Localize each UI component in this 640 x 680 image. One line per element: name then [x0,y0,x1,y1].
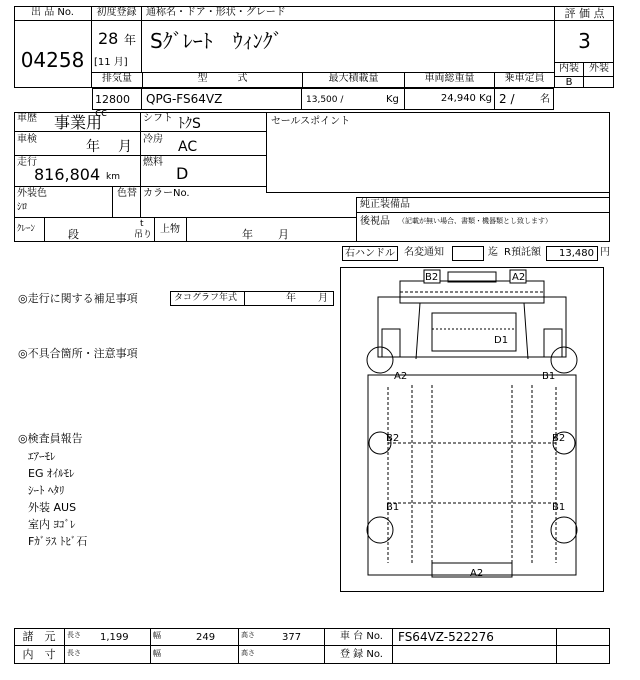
chassis-label: 車 台 No. [340,631,383,642]
interior-label: 内装 [554,63,584,77]
inner-dims-label: 内 寸 [22,648,56,661]
inner-length-label: 長さ [67,649,81,657]
crane-row-top [14,217,356,218]
tacho-month: 月 [318,293,328,304]
chassis-value: FS64VZ-522276 [398,630,494,644]
report-line: ｼｰﾄ ﾍﾀﾘ [28,484,65,497]
tacho-label: タコグラフ年式 [174,293,238,303]
max-load-value: 13,500 / [306,95,344,105]
max-load-label: 最大積載量 [302,73,404,88]
footer-div-6 [556,628,557,664]
model-value: QPG-FS64VZ [142,88,302,110]
grade-text: Sｸﾞﾚｰﾄ ｳｨﾝｸﾞ [150,29,283,53]
lot-label: 出 品 No. [14,6,92,21]
fuel-label: 燃料 [143,157,163,168]
eval-label: 評 価 点 [554,6,614,21]
ac-label: 冷房 [143,134,163,145]
aftermarket-note: （記載が無い場合、書類・機器類とし致します） [398,217,552,225]
mileage-label: 走行 [17,157,37,168]
exterior-label: 外装 [584,63,614,77]
sales-divider [266,112,267,192]
inspection-year: 年 [86,139,100,155]
mark-left-front: A2 [394,371,408,382]
width-label: 幅 [153,631,161,640]
crane-divider [44,217,45,242]
dims-label: 諸 元 [22,630,56,643]
handle-box: 右ハンドル [342,246,398,261]
max-load-unit: Kg [386,94,399,105]
name-change-label: 名変通知 [404,247,444,258]
gross-weight-value: 24,940 Kg [404,88,494,110]
capacity-value: 2 / [494,88,554,110]
length-label: 長さ [67,631,81,639]
boarded-month: 月 [278,228,289,241]
report-line: Fｶﾞﾗｽ ﾄﾋﾞ石 [28,535,88,548]
color-code-label: カラーNo. [143,188,190,199]
name-label: 通称名・ドア・形状・グレード [142,6,554,21]
recycle-unit: 円 [600,247,610,258]
r-until-label: 迄 [488,247,498,258]
mark-left-mid: B2 [386,433,400,444]
inspection-label: 車検 [17,134,37,145]
equip-top [356,197,610,198]
history-value: 事業用 [54,113,103,132]
ext-color-value: ｼﾛ [17,202,27,213]
report-line: ｴｱｰﾓﾚ [28,450,56,463]
mark-bottom: A2 [470,568,484,579]
displacement-value: 12800 cc [92,88,142,110]
reg-year-unit: 年 [124,33,137,47]
fuel-value: D [176,164,189,183]
aftermarket-label: 後視品 [360,216,390,227]
reg-month: [11 月] [94,57,128,68]
truck-diagram [340,267,604,592]
mark-right-rear: B1 [552,502,566,513]
footer-div-5 [392,628,393,664]
inspection-month: 月 [118,139,132,155]
capacity-label: 乗車定員 [494,73,554,88]
reg-divider [92,21,142,72]
height-label: 高さ [241,631,255,639]
exterior-score [584,77,614,88]
capacity-unit: 名 [540,94,550,105]
recycle-value: 13,480 [546,246,598,261]
footer-div-2 [150,628,151,664]
boarded-divider [186,217,187,242]
length-value: 1,199 [100,632,129,643]
inspector-heading: ◎検査員報告 [18,432,83,445]
aftermarket-top [356,212,610,213]
lot-number: 04258 [14,21,92,88]
inspection-row [14,132,266,156]
crane-label: ｸﾚｰﾝ [17,224,36,234]
recycle-label: R預託額 [504,247,541,258]
defects-heading: ◎不具合箇所・注意事項 [18,347,138,360]
mark-left-rear: B1 [386,502,400,513]
footer-div-1 [64,628,65,664]
report-line: EG ｵｲﾙﾓﾚ [28,467,75,480]
inner-height-label: 高さ [241,649,255,657]
inner-width-label: 幅 [153,649,161,658]
footer-div-3 [238,628,239,664]
report-line: 外装 AUS [28,501,77,514]
boarded-year: 年 [242,228,253,241]
gross-weight-label: 車両総重量 [404,73,494,88]
reg-no-label: 登 録 No. [340,649,383,660]
boarded-label: 上物 [160,224,180,235]
tacho-divider [244,291,245,306]
shift-label: シフト [143,113,173,124]
std-equip-label: 純正装備品 [360,199,410,210]
report-line: 室内 ﾖｺﾞﾚ [28,518,76,531]
mark-cab: D1 [494,335,509,346]
eval-score: 3 [554,21,614,63]
mark-top-right: A2 [512,272,526,283]
mark-top-left: B2 [425,272,439,283]
tacho-year: 年 [286,293,296,304]
ext-color-label: 外装色 [17,188,47,199]
history-label: 車歴 [17,113,37,124]
first-reg-label: 初度登録 [92,6,142,21]
sales-point-label: セールスポイント [271,116,351,127]
interior-score: B [554,77,584,88]
mark-right-mid: B2 [552,433,566,444]
reg-year: 28 [98,29,119,48]
height-value: 377 [282,632,302,643]
mark-right-front: B1 [542,371,556,382]
crane-hook: 吊り [134,230,153,240]
crane-divider-2 [154,217,155,242]
equip-divider [356,197,357,242]
driving-note: ◎走行に関する補足事項 [18,292,138,305]
model-label: 型 式 [142,73,302,88]
color-change-label: 色替 [117,188,137,199]
mileage-unit: km [106,172,120,182]
mileage-value: 816,804 [34,165,101,184]
width-value: 249 [196,632,216,643]
footer-div-4 [324,628,325,664]
shift-value: ﾄｸS [178,116,201,132]
color-divider-2 [140,187,141,217]
inspector-lines [28,450,87,552]
crane-ton: t [140,219,144,229]
displacement-label: 排気量 [102,73,132,84]
crane-stage: 段 [68,228,79,241]
ac-value: AC [178,139,198,155]
name-change-box [452,246,484,261]
color-divider-1 [112,187,113,217]
sales-bottom [266,192,610,193]
